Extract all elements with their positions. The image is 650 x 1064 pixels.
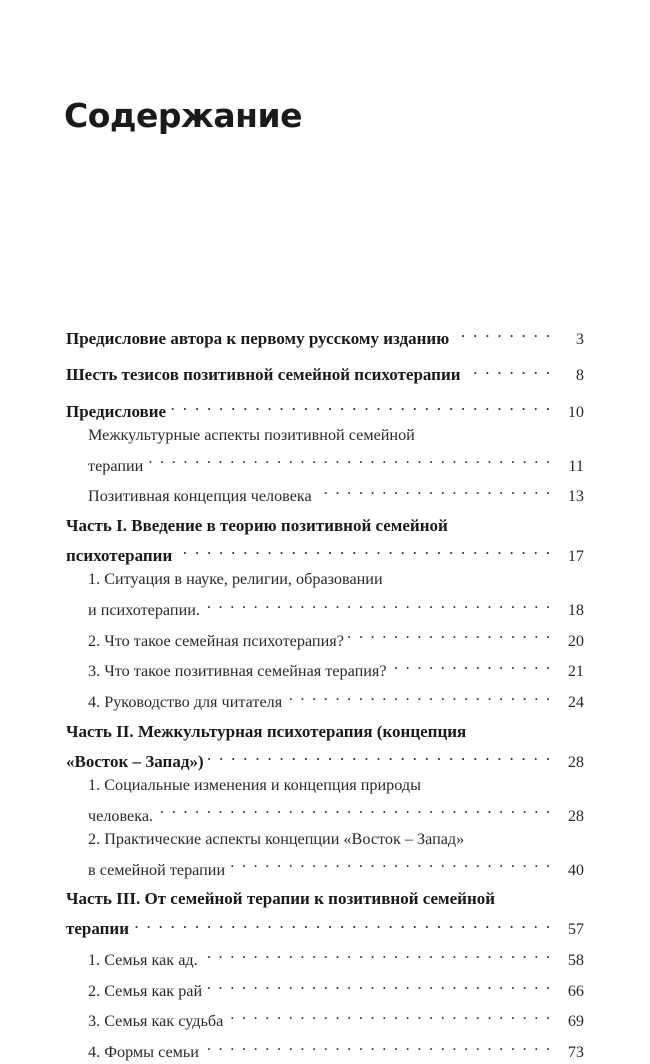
toc-entry-title: терапии <box>88 456 144 475</box>
toc-subsection[interactable] <box>66 1034 584 1064</box>
page-title: Содержание <box>64 96 302 135</box>
toc-subsection[interactable] <box>66 942 584 973</box>
dot-leader <box>391 653 550 676</box>
dot-leader <box>229 851 550 874</box>
page-number: 8 <box>575 366 584 384</box>
dot-leader <box>227 1003 550 1026</box>
toc-entry-title: 1. Семья как ад. <box>88 951 198 970</box>
dot-leader <box>170 393 550 417</box>
toc-section[interactable] <box>66 393 584 424</box>
toc-entry-title-line: Межкультурные аспекты позитивной семейной <box>88 426 415 444</box>
toc-subsection[interactable] <box>66 973 584 1004</box>
toc-entry-title-line: 2. Практические аспекты концепции «Восток – Запад» <box>88 830 465 849</box>
page-number: 40 <box>567 860 584 879</box>
toc-entry-title-line: 1. Социальные изменения и концепция природы <box>88 776 421 795</box>
toc-subsection[interactable] <box>66 653 584 684</box>
page-number: 3 <box>575 329 584 348</box>
toc-entry-title: и психотерапии. <box>88 601 200 620</box>
page-number: 66 <box>567 981 584 1000</box>
dot-leader <box>203 1034 550 1057</box>
dot-leader <box>204 592 550 615</box>
toc-subsection[interactable] <box>66 774 584 828</box>
page-number: 24 <box>567 692 584 711</box>
dot-leader <box>202 942 550 965</box>
page-number: 11 <box>568 456 584 475</box>
toc-entry-title: психотерапии <box>66 545 173 565</box>
toc-entry-title: Шесть тезисов позитивной семейной психотерапии <box>66 365 461 384</box>
dot-leader <box>157 797 550 820</box>
page-number: 28 <box>567 806 584 825</box>
toc-subsection[interactable] <box>66 1003 584 1034</box>
page-number: 57 <box>567 920 584 939</box>
dot-leader <box>147 447 550 470</box>
toc-section[interactable] <box>66 720 584 775</box>
toc-section[interactable] <box>66 357 584 388</box>
toc-entry-title-line: Часть II. Межкультурная психотерапия (концепция <box>66 721 467 741</box>
page-number: 17 <box>567 546 584 565</box>
dot-leader <box>208 743 550 767</box>
toc-subsection[interactable] <box>66 622 584 653</box>
toc-subsection[interactable] <box>66 568 584 622</box>
toc-entry-title: 4. Руководство для читателя <box>88 692 283 711</box>
toc-section[interactable] <box>66 320 584 351</box>
page-number: 10 <box>567 402 584 421</box>
page-number: 21 <box>567 662 584 681</box>
dot-leader <box>133 911 550 935</box>
toc-entry-title-line: 1. Ситуация в науке, религии, образовании <box>88 570 383 589</box>
toc-entry-title: Позитивная концепция человека <box>88 487 312 506</box>
dot-leader <box>348 622 550 645</box>
toc-entry-title: Предисловие автора к первому русскому изданию <box>66 328 450 348</box>
table-of-contents <box>66 320 584 1064</box>
toc-entry-title: Предисловие <box>66 401 167 421</box>
page-number: 69 <box>567 1012 584 1031</box>
toc-subsection[interactable] <box>66 424 584 478</box>
page-number: 58 <box>567 951 584 970</box>
toc-entry-title: в семейной терапии <box>88 860 226 879</box>
dot-leader <box>206 973 550 996</box>
dot-leader <box>286 684 550 707</box>
toc-entry-title: 4. Формы семьи <box>88 1043 199 1062</box>
dot-leader <box>465 357 550 381</box>
page-number: 13 <box>567 487 584 506</box>
toc-entry-title: человека. <box>88 806 154 825</box>
toc-entry-title-line: Часть I. Введение в теорию позитивной семейной <box>66 515 448 535</box>
page-number: 18 <box>567 601 584 620</box>
dot-leader <box>316 478 550 501</box>
toc-section[interactable] <box>66 887 584 942</box>
dot-leader <box>176 537 550 561</box>
toc-entry-title: 3. Что такое позитивная семейная терапия? <box>88 662 387 681</box>
toc-subsection[interactable] <box>66 478 584 509</box>
toc-entry-title: 2. Что такое семейная психотерапия? <box>88 631 344 650</box>
page-number: 28 <box>567 752 584 771</box>
toc-entry-title: 3. Семья как судьба <box>88 1012 224 1031</box>
toc-subsection[interactable] <box>66 828 584 882</box>
toc-section[interactable] <box>66 514 584 569</box>
toc-entry-title-line: Часть III. От семейной терапии к позитивной семейной <box>66 889 496 909</box>
toc-entry-title: терапии <box>66 919 130 939</box>
dot-leader <box>453 320 550 344</box>
toc-entry-title: «Восток – Запад») <box>66 751 204 771</box>
page-number: 20 <box>567 631 584 650</box>
toc-subsection[interactable] <box>66 684 584 715</box>
toc-entry-title: 2. Семья как рай <box>88 981 203 1000</box>
page-number: 73 <box>567 1043 584 1062</box>
